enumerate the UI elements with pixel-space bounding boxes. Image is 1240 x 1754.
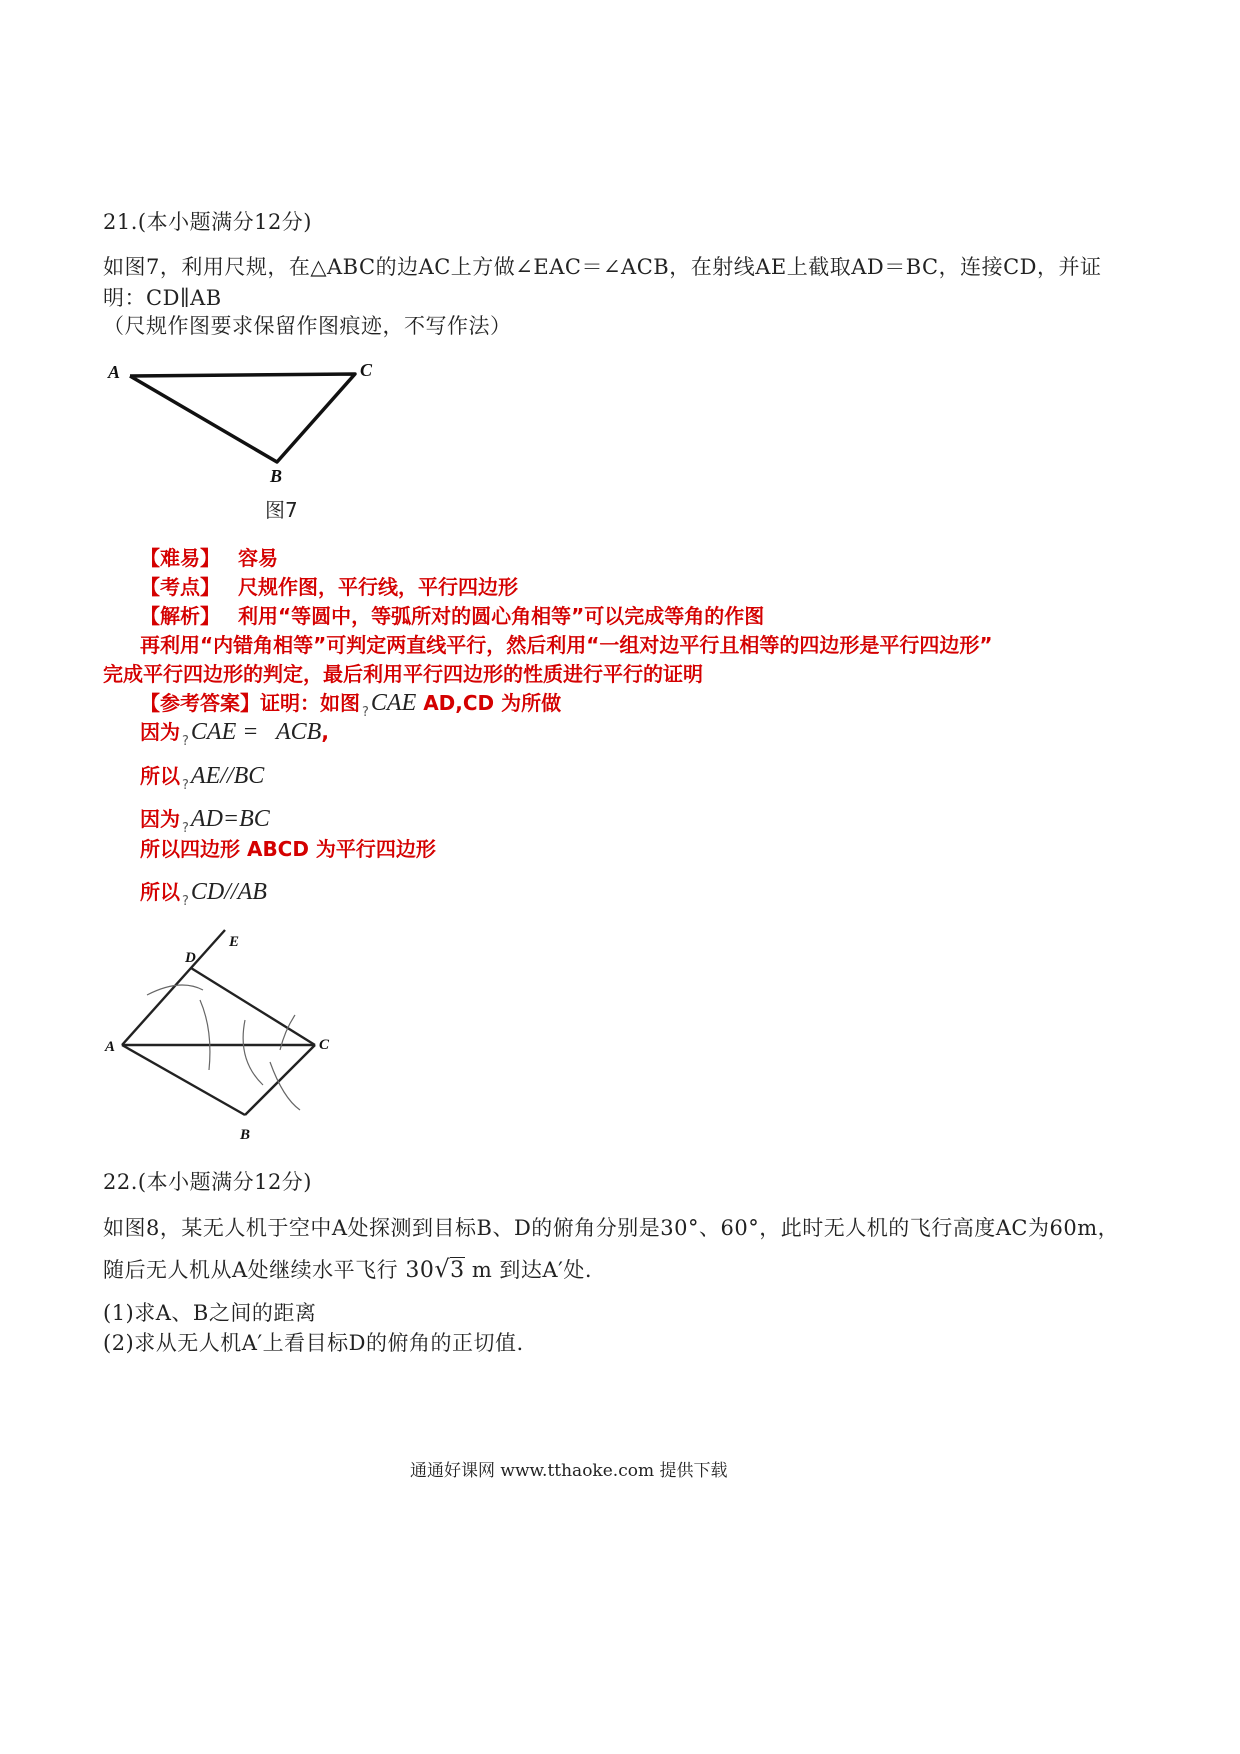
missing-glyph-icon: ?: [362, 705, 369, 720]
segment-ab: [122, 1045, 245, 1115]
analysis-line2: 再利用“内错角相等”可判定两直线平行，然后利用“一组对边平行且相等的四边形是平行四边形”: [140, 633, 993, 657]
step1-word: 因为: [140, 720, 180, 744]
step5-word: 所以: [140, 880, 180, 904]
fig-label-b: B: [240, 1127, 251, 1143]
answer-intro-tail: AD,CD 为所做: [423, 691, 562, 715]
answer-intro: 证明：如图: [260, 691, 360, 715]
missing-glyph-icon: ?: [182, 821, 189, 836]
construction-arc-3: [243, 1020, 263, 1085]
analysis-label: 【解析】: [140, 604, 220, 628]
fig-label-a: A: [105, 1039, 116, 1055]
step5-math: CD//AB: [190, 879, 267, 905]
q21-statement-line2: 明：CD∥AB: [103, 286, 222, 310]
q22-part1: (1)求A、B之间的距离: [103, 1301, 317, 1325]
q22-distance-coefficient: 30: [405, 1258, 435, 1283]
missing-glyph-icon: ?: [182, 778, 189, 793]
fig-label-c: C: [319, 1037, 330, 1053]
analysis-line1: 利用“等圆中，等弧所对的圆心角相等”可以完成等角的作图: [238, 604, 765, 628]
q21-statement-line1: 如图7，利用尺规，在△ABC的边AC上方做∠EAC＝∠ACB，在射线AE上截取AD＝BC，连接CD，并证: [103, 255, 1102, 279]
step1-math: CAE = ACB: [190, 719, 322, 745]
proof-step2: [140, 760, 264, 793]
q22-statement-line2: [103, 1254, 592, 1284]
q22-distance-radicand: 3: [450, 1258, 465, 1283]
step2-math: AE//BC: [190, 763, 265, 789]
construction-arc-2: [200, 1000, 210, 1070]
q22-statement-line1: 如图8，某无人机于空中A处探测到目标B、D的俯角分别是30°、60°，此时无人机的飞行高度AC为60m，: [103, 1216, 1120, 1240]
proof-step3: [140, 803, 270, 836]
sqrt-icon: √: [434, 1255, 451, 1283]
figure-answer-construction: [95, 920, 385, 1155]
q22-line2-pre: 随后无人机从A处继续水平飞行: [103, 1258, 399, 1282]
fig7-label-c: C: [360, 360, 373, 380]
analysis-line3: 完成平行四边形的判定，最后利用平行四边形的性质进行平行的证明: [103, 662, 703, 686]
q22-heading: 22.(本小题满分12分): [103, 1170, 313, 1194]
fig-label-d: D: [185, 950, 196, 966]
q21-heading: 21.(本小题满分12分): [103, 210, 313, 234]
fig7-caption: 图7: [265, 498, 298, 522]
segment-bc: [245, 1045, 315, 1115]
topic-label: 【考点】: [140, 575, 220, 599]
q22-line2-post: m 到达A′处.: [471, 1258, 593, 1282]
step2-word: 所以: [140, 764, 180, 788]
figure-7-triangle: [100, 350, 400, 490]
step1-tail: ,: [321, 720, 329, 744]
proof-step5: [140, 876, 267, 909]
step3-math: AD=BC: [190, 806, 270, 832]
segment-dc: [191, 968, 315, 1045]
proof-step4: 所以四边形 ABCD 为平行四边形: [140, 837, 436, 861]
q22-part2: (2)求从无人机A′上看目标D的俯角的正切值.: [103, 1331, 524, 1355]
q21-construction-note: （尺规作图要求保留作图痕迹，不写作法）: [103, 314, 512, 338]
ray-ae: [122, 930, 225, 1045]
fig7-label-a: A: [108, 362, 121, 382]
answer-intro-math: CAE: [370, 690, 417, 716]
fig-label-e: E: [229, 934, 240, 950]
answer-label: 【参考答案】: [140, 691, 260, 715]
difficulty-label: 【难易】: [140, 546, 220, 570]
missing-glyph-icon: ?: [182, 734, 189, 749]
step3-word: 因为: [140, 807, 180, 831]
missing-glyph-icon: ?: [182, 894, 189, 909]
proof-step1: [140, 716, 329, 749]
fig7-label-b: B: [270, 466, 283, 486]
difficulty-value: 容易: [238, 546, 278, 570]
page-footer: 通通好课网 www.tthaoke.com 提供下载: [410, 1461, 728, 1481]
topic-value: 尺规作图，平行线，平行四边形: [238, 575, 518, 599]
triangle-abc: [130, 374, 355, 462]
